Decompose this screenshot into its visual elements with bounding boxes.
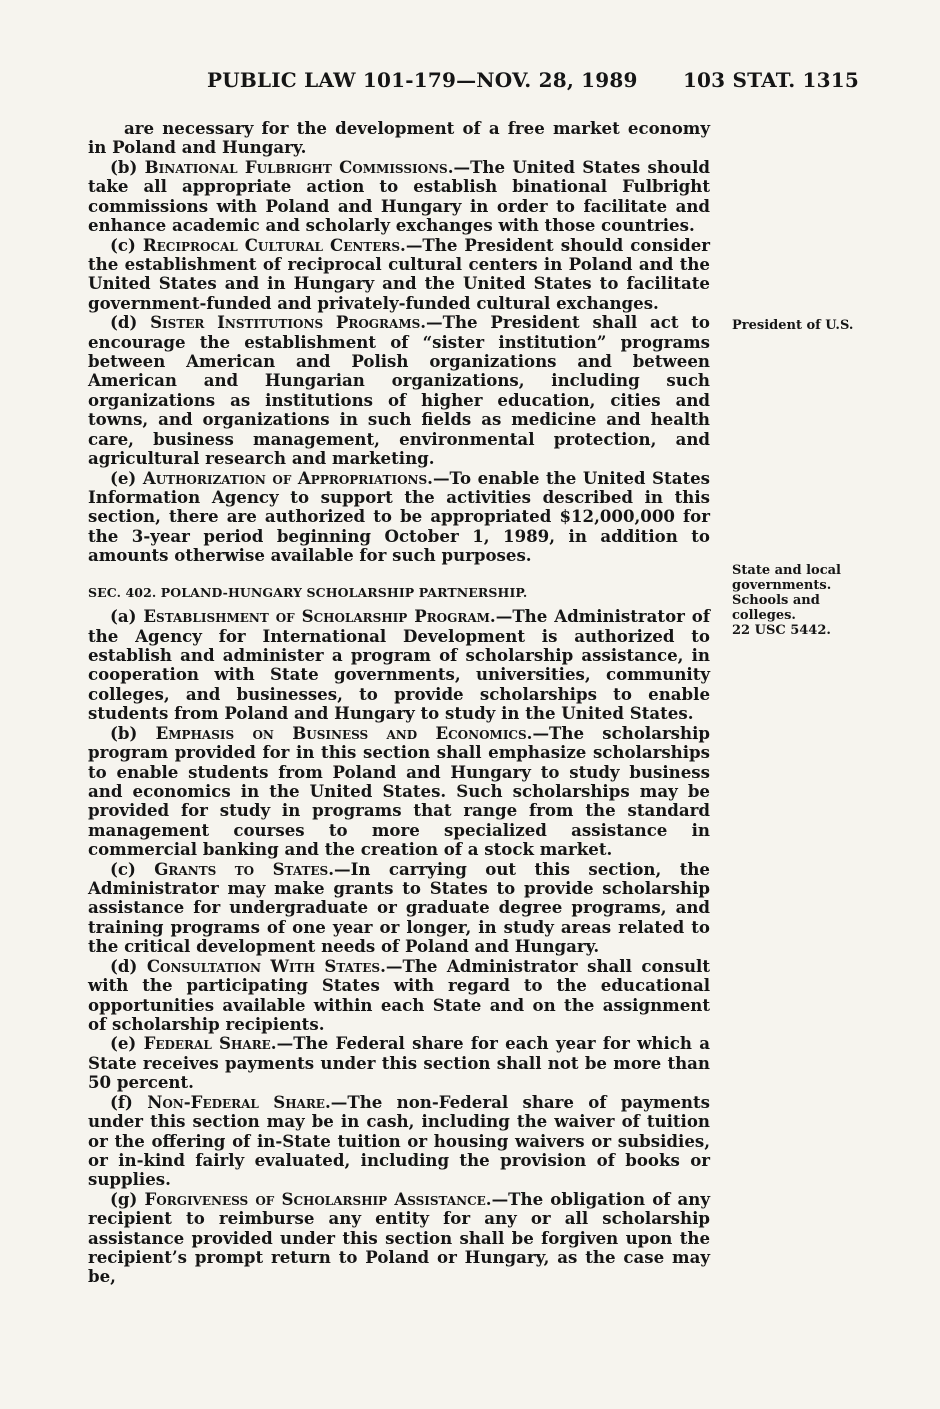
margin-note-line: governments. bbox=[732, 578, 832, 593]
margin-note-line: State and local bbox=[732, 563, 841, 578]
margin-note-line: Schools and bbox=[732, 593, 820, 608]
sec402-label-e: (e) bbox=[110, 1033, 137, 1054]
margin-note-line: 22 USC 5442. bbox=[732, 623, 831, 638]
sec402-text-c: —In carrying out this section, the Administrator may make grants to States to provide scholarship assistance for undergraduate or graduate degree programs, and training programs of one year or longer, in study areas related to the critical development needs of Poland and Hungary. bbox=[88, 858, 710, 957]
margin-note-president-text: President of U.S. bbox=[732, 318, 854, 333]
sec402-text-d: —The Administrator shall consult with the participating States with regard to the educational opportunities available within each State and on the assignment of scholarship recipients. bbox=[88, 955, 710, 1034]
text-b: —The United States should take all appropriate action to establish binational Fulbright commissions with Poland and Hungary in order to facilitate and enhance academic and scholarly exchanges with those countries. bbox=[88, 156, 710, 236]
sec402-heading-f: Non-Federal Share. bbox=[147, 1091, 331, 1112]
sec402-text-a: —The Administrator of the Agency for International Development is authorized to establish and administer a program of scholarship assistance, in cooperation with State governments, universities, community colleges, and businesses, to provide scholarships to enable students from Poland and Hungary to study in the United States. bbox=[88, 606, 710, 724]
sec402-heading-g: Forgiveness of Scholarship Assistance. bbox=[144, 1188, 492, 1209]
sec402-label-d: (d) bbox=[110, 955, 138, 976]
margin-note-sec402 bbox=[732, 563, 902, 638]
sec402-paragraph-b bbox=[88, 724, 710, 860]
text-c: —The President should consider the establishment of reciprocal cultural centers in Poland and the United States and in Hungary and the United States to facilitate government-funded and privately-funded cultural exchanges. bbox=[88, 234, 710, 313]
sec402-heading-d: Consultation With States. bbox=[146, 955, 386, 976]
sec402-text-g: —The obligation of any recipient to reimburse any entity for any or all scholarship assistance provided under this section shall be forgiven upon the recipient’s prompt return to Poland or Hungary, as the case may be, bbox=[88, 1188, 711, 1287]
label-d: (d) bbox=[110, 312, 138, 333]
text-d: —The President shall act to encourage the establishment of “sister institution” programs between American and Polish organizations and between American and Hungarian organizations, including such organizations as institutions of higher education, cities and towns, and organizations in such fields as medicine and health care, business management, environmental protection, and agricultural research and marketing. bbox=[88, 312, 710, 469]
running-header bbox=[207, 68, 859, 98]
header-stat-page: 103 STAT. 1315 bbox=[682, 68, 859, 92]
section-402-heading: SEC. 402. POLAND-HUNGARY SCHOLARSHIP PARTNERSHIP. bbox=[88, 584, 528, 600]
sec402-label-g: (g) bbox=[110, 1188, 138, 1209]
label-b: (b) bbox=[110, 156, 138, 177]
sec402-heading-c: Grants to States. bbox=[154, 858, 335, 879]
sec402-label-b: (b) bbox=[110, 722, 138, 743]
sec402-paragraph-d bbox=[88, 957, 710, 1035]
heading-c: Reciprocal Cultural Centers. bbox=[142, 234, 406, 255]
sec402-label-f: (f) bbox=[110, 1091, 133, 1112]
header-title: PUBLIC LAW 101-179—NOV. 28, 1989 bbox=[207, 68, 638, 92]
margin-note-line: colleges. bbox=[732, 608, 796, 623]
sec402-paragraph-g bbox=[88, 1190, 710, 1287]
sec402-heading-a: Establishment of Scholarship Program. bbox=[143, 606, 496, 627]
paragraph-e-appropriations bbox=[88, 469, 710, 566]
sec402-paragraph-f bbox=[88, 1093, 710, 1190]
paragraph-continuation: are necessary for the development of a free market economy in Poland and Hungary. bbox=[88, 118, 710, 158]
label-e: (e) bbox=[110, 467, 137, 488]
text-e: —To enable the United States Information Agency to support the activities described in this section, there are authorized to be appropriated $12,000,000 for the 3-year period beginning October 1, 1989, in addition to amounts otherwise available for such purposes. bbox=[88, 467, 711, 566]
paragraph-d-sister-institutions bbox=[88, 313, 710, 468]
margin-note-president bbox=[732, 318, 902, 333]
sec402-heading-e: Federal Share. bbox=[143, 1033, 277, 1054]
paragraph-b-fulbright bbox=[88, 158, 710, 236]
sec402-label-c: (c) bbox=[110, 858, 136, 879]
heading-e: Authorization of Appropriations. bbox=[142, 467, 433, 488]
heading-b: Binational Fulbright Commissions. bbox=[144, 156, 454, 177]
body-text bbox=[88, 119, 710, 1287]
label-c: (c) bbox=[110, 234, 136, 255]
sec402-text-e: —The Federal share for each year for which a State receives payments under this section shall not be more than 50 percent. bbox=[88, 1033, 710, 1093]
sec402-paragraph-a bbox=[88, 607, 710, 724]
sec402-label-a: (a) bbox=[110, 606, 137, 627]
sec402-heading-b: Emphasis on Business and Economics. bbox=[155, 722, 533, 743]
sec402-text-b: —The scholarship program provided for in this section shall emphasize scholarships to enable students from Poland and Hungary to study business and economics in the United States. Such scholarships may be provided for study in programs that range from the standard management courses to more specialized assistance in commercial banking and the creation of a stock market. bbox=[88, 722, 710, 860]
heading-d: Sister Institutions Programs. bbox=[150, 312, 427, 333]
sec402-paragraph-c bbox=[88, 860, 710, 957]
paragraph-c-cultural-centers bbox=[88, 236, 710, 314]
sec402-text-f: —The non-Federal share of payments under this section may be in cash, including the waiver of tuition or the offering of in-State tuition or housing waivers or subsidies, or in-kind fairly evaluated, including the provision of books or supplies. bbox=[88, 1091, 711, 1190]
sec402-paragraph-e bbox=[88, 1034, 710, 1092]
